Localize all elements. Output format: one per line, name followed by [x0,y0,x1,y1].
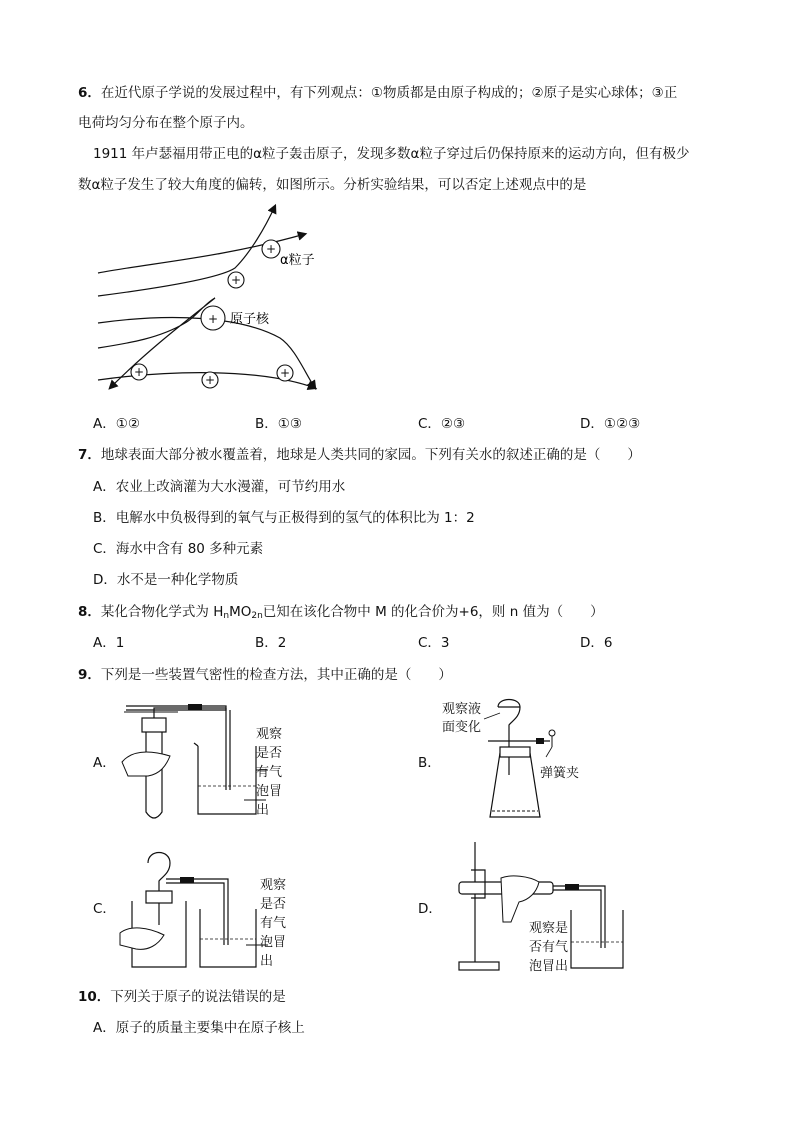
q8-option-a: A．1 [93,635,125,651]
observe-label-line: 面变化 [442,720,482,735]
q8-stem-post: 已知在该化合物中 M 的化合价为+6，则 n 值为（ ） [262,604,604,620]
rubber-connector [188,704,202,710]
plus-sign: + [265,242,277,256]
q9-option-b-letter: B． [418,755,441,771]
observe-label-line: 是否 [260,897,287,912]
q8-option-c: C．3 [418,635,450,651]
observe-label-line: 泡冒出 [529,959,569,974]
q8-number: 8． [78,604,101,620]
q6-line1 [78,84,677,102]
beaker-lip [194,743,198,746]
q7-option-d: D．水不是一种化学物质 [93,572,239,588]
separatory-funnel [498,700,520,776]
beaker [198,746,256,814]
hand-icon [122,752,170,776]
q9-number: 9． [78,667,101,683]
plus-sign: + [207,312,219,326]
delivery-tube-inner [166,883,224,945]
q9-apparatus-a [118,700,318,830]
iron-stand-base [459,962,499,970]
delivery-tube [166,879,228,945]
delivery-tube [553,886,605,948]
observe-label-line: 泡冒 [256,784,283,799]
q6-stem-part1: 在近代原子学说的发展过程中，有下列观点：①物质都是由原子构成的；②原子是实心球体；③正 [100,85,678,101]
q9-option-d-letter: D． [418,901,442,917]
stopper [142,718,166,732]
alpha-scattering-figure [90,198,350,398]
q8-option-b: B．2 [255,635,287,651]
q6-option-c: C．②③ [418,416,466,432]
observe-label-line: 是否 [256,746,283,761]
spring-clip-label: 弹簧夹 [540,766,580,781]
q9-apparatus-c [118,845,318,975]
plus-sign: + [204,373,216,387]
plus-sign: + [230,273,242,287]
q10-stem-line [78,988,286,1006]
rubber-tube [536,738,544,744]
q7-option-b: B．电解水中负极得到的氧气与正极得到的氢气的体积比为 1：2 [93,510,475,526]
q9-option-a-letter: A． [93,755,116,771]
nucleus-label: 原子核 [230,312,270,327]
q7-number: 7． [78,447,101,463]
spring-clip-icon [549,730,555,736]
hand-icon [501,876,539,922]
q9-option-c-letter: C． [93,901,116,917]
observe-label-line: 观察是 [529,921,569,936]
q8-stem-mid: MO [229,604,252,620]
long-neck-funnel [148,853,170,926]
label-leader [546,747,552,757]
q8-stem-pre: 某化合物化学式为 H [100,604,224,620]
q10-option-a: A．原子的质量主要集中在原子核上 [93,1020,305,1036]
q6-line4: 数α粒子发生了较大角度的偏转，如图所示。分析实验结果，可以否定上述观点中的是 [78,177,587,193]
observe-label-line: 观察 [256,727,283,742]
q9-stem-line [78,666,452,684]
observe-label-line: 有气 [260,916,287,931]
q6-option-b: B．①③ [255,416,302,432]
q7-option-c: C．海水中含有 80 多种元素 [93,541,264,557]
observe-label-line: 有气 [256,765,283,780]
q7-stem-line [78,446,641,464]
observe-label-line: 出 [260,954,274,969]
label-leader [484,713,500,719]
q10-number: 10． [78,989,111,1005]
alpha-path-deflected-up [98,206,275,296]
q9-stem: 下列是一些装置气密性的检查方法，其中正确的是（ ） [100,667,452,683]
q6-line3: 1911 年卢瑟福用带正电的α粒子轰击原子，发现多数α粒子穿过后仍保持原来的运动方向，但有极少 [93,146,690,162]
q6-option-d: D．①②③ [580,416,641,432]
bottle-stopper [146,891,172,903]
alpha-particle-label: α粒子 [280,253,315,268]
flask-stopper [500,747,530,757]
plus-sign: + [133,365,145,379]
q7-stem: 地球表面大部分被水覆盖着，地球是人类共同的家园。下列有关水的叙述正确的是（ ） [100,447,641,463]
observe-label-line: 观察液 [442,702,482,717]
rubber-connector [180,877,194,883]
conical-flask [490,753,540,817]
beaker [571,910,623,968]
q8-option-d: D．6 [580,635,613,651]
q10-stem: 下列关于原子的说法错误的是 [110,989,286,1005]
q6-line2: 电荷均匀分布在整个原子内。 [78,115,254,131]
q7-option-a: A．农业上改滴灌为大水漫灌，可节约用水 [93,479,346,495]
hand-icon [120,928,164,949]
observe-label-line: 泡冒 [260,935,287,950]
q6-number: 6． [78,85,101,101]
water [571,942,623,968]
observe-label-line: 出 [256,803,270,818]
plus-sign: + [279,366,291,380]
rubber-connector [565,884,579,890]
q9-apparatus-b [440,695,590,830]
observe-label-line: 否有气 [529,940,569,955]
q6-option-a: A．①② [93,416,140,432]
q8-subscript-2n: 2n [251,611,263,621]
q8-subscript-n: n [223,611,230,621]
q8-stem-line [78,603,604,625]
q9-apparatus-d [445,838,635,978]
observe-label-line: 观察 [260,878,287,893]
